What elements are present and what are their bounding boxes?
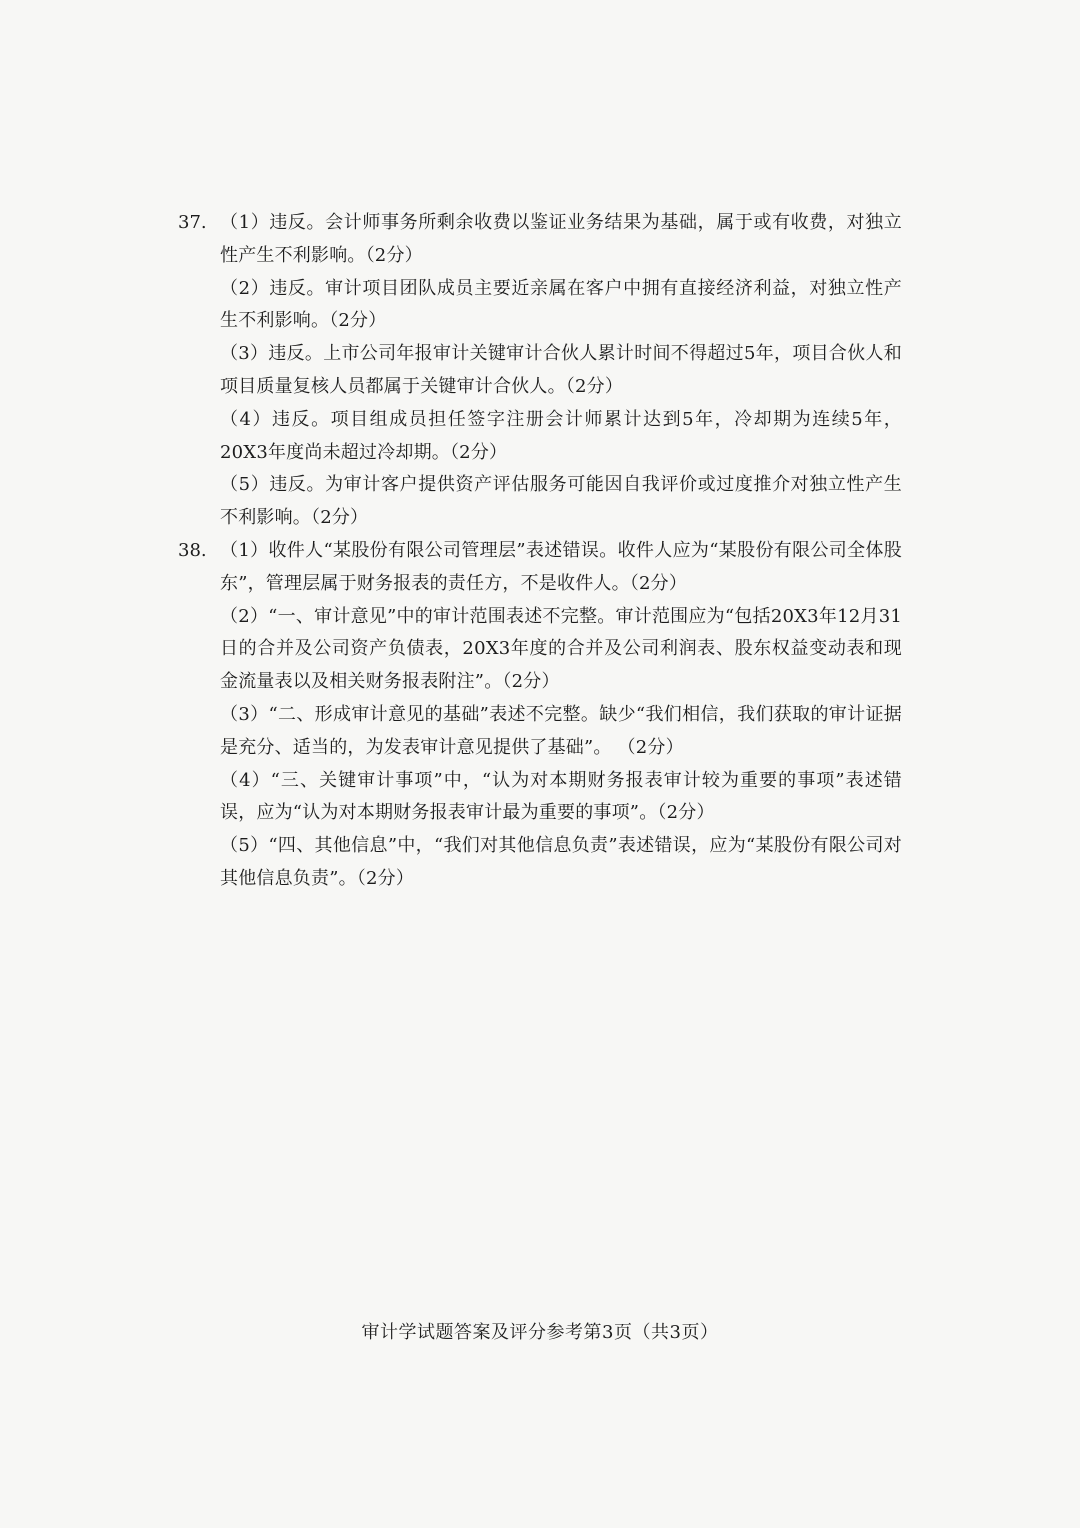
answer-item: （1）违反。会计师事务所剩余收费以鉴证业务结果为基础，属于或有收费，对独立性产生不利影响。（2分） [220, 212, 902, 266]
answer-item: （2）违反。审计项目团队成员主要近亲属在客户中拥有直接经济利益，对独立性产生不利影响。（2分） [220, 277, 902, 332]
answer-item: （5）“四、其他信息”中，“我们对其他信息负责”表述错误，应为“某股份有限公司对其他信息负责”。（2分） [220, 835, 902, 889]
answer-item: （1）收件人“某股份有限公司管理层”表述错误。收件人应为“某股份有限公司全体股东”，管理层属于财务报表的责任方，不是收件人。（2分） [220, 539, 902, 594]
question-37 [178, 207, 902, 535]
answer-items [220, 535, 902, 896]
question-number: 38. [178, 539, 207, 561]
answer-item: （3）违反。上市公司年报审计关键审计合伙人累计时间不得超过5年，项目合伙人和项目质量复核人员都属于关键审计合伙人。（2分） [220, 343, 902, 397]
answer-item: （2）“一、审计意见”中的审计范围表述不完整。审计范围应为“包括20X3年12月31日的合并及公司资产负债表，20X3年度的合并及公司利润表、股东权益变动表和现金流量表以及相关财务报表附注”。（2分） [220, 605, 902, 693]
answer-content [178, 207, 902, 896]
answer-item: （3）“二、形成审计意见的基础”表述不完整。缺少“我们相信，我们获取的审计证据是充分、适当的，为发表审计意见提供了基础”。 （2分） [220, 703, 902, 758]
answer-items [220, 207, 902, 535]
answer-item: （4）“三、关键审计事项”中，“认为对本期财务报表审计较为重要的事项”表述错误，应为“认为对本期财务报表审计最为重要的事项”。（2分） [220, 769, 902, 824]
question-38 [178, 535, 902, 896]
answer-item: （4）违反。项目组成员担任签字注册会计师累计达到5年，冷却期为连续5年，20X3年度尚未超过冷却期。（2分） [220, 408, 902, 463]
question-number: 37. [178, 212, 207, 233]
page-footer: 审计学试题答案及评分参考第3页（共3页） [361, 1322, 719, 1343]
answer-item: （5）违反。为审计客户提供资产评估服务可能因自我评价或过度推介对独立性产生不利影响。（2分） [220, 474, 902, 529]
